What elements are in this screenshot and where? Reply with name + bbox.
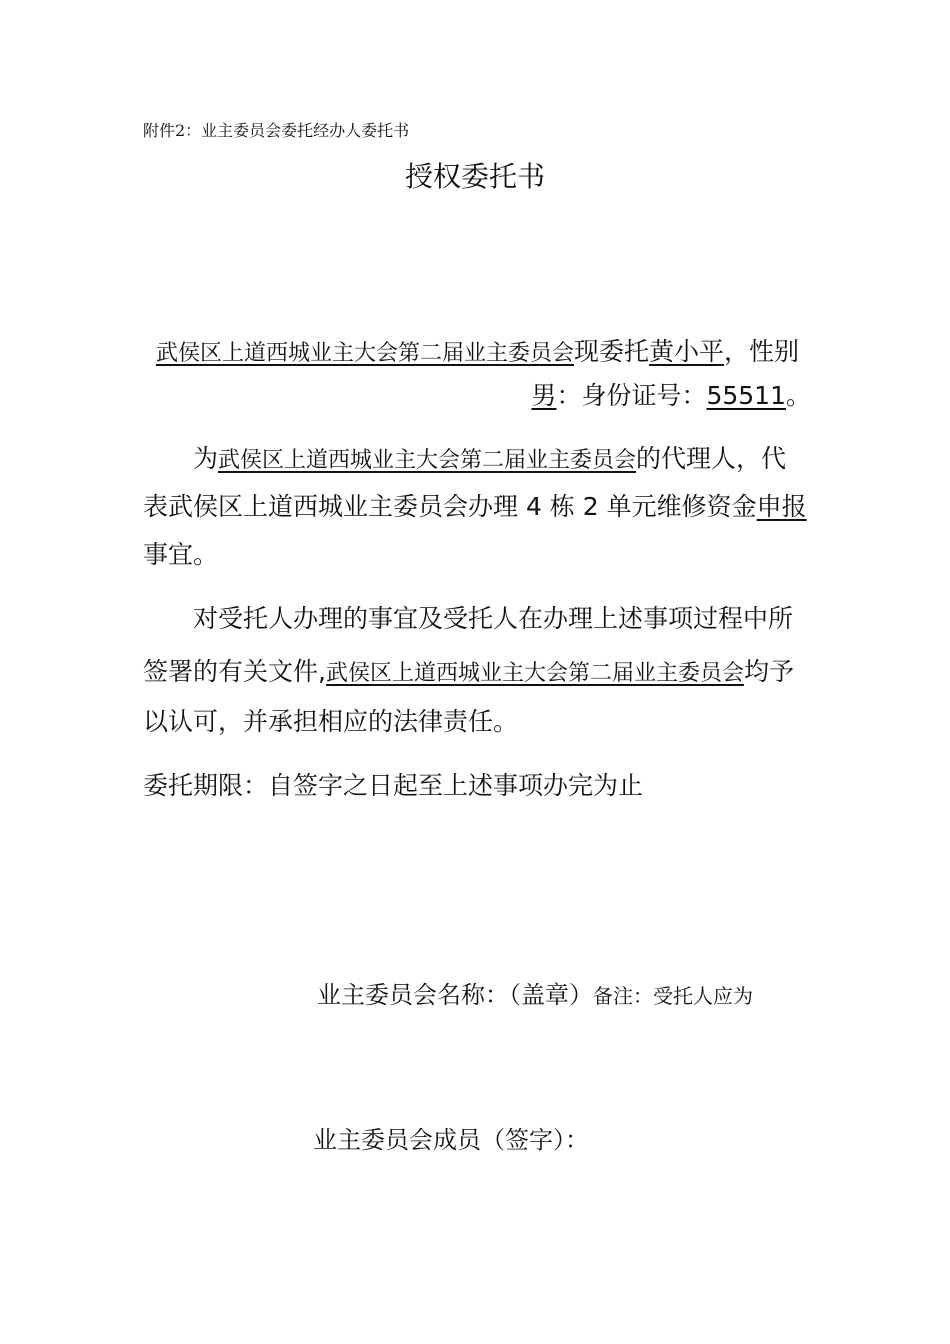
paragraph-1-line-1 (156, 336, 811, 370)
document-title: 授权委托书 (404, 160, 545, 193)
apply-underlined: 申报 (756, 492, 807, 521)
note-text: 备注：受托人应为 (593, 984, 753, 1008)
paragraph-3-text-1: 对受托人办理的事宜及受托人在办理上述事项过程中所 (193, 604, 794, 633)
paragraph-3-line-3 (143, 706, 811, 738)
committee-name-3: 武侯区上道西城业主大会第二届业主委员会 (325, 661, 744, 686)
gender-value: 男 (531, 381, 557, 410)
members-signature-label: 业主委员会成员（签字）： (313, 1126, 589, 1154)
paragraph-2-end: 事宜。 (143, 540, 219, 569)
paragraph-2-text: 表武侯区上道西城业主委员会办理 4 栋 2 单元维修资金 (143, 492, 757, 521)
paragraph-2-line-3 (143, 539, 811, 571)
paragraph-2-line-1 (143, 443, 811, 477)
paragraph-1-end: 。 (785, 381, 811, 410)
term-line (143, 770, 811, 802)
agent-name: 黄小平 (649, 337, 725, 366)
paragraph-3-text-3: 以认可，并承担相应的法律责任。 (143, 707, 519, 736)
gender-label: ，性别 (724, 337, 800, 366)
paragraph-2-suffix: 的代理人，代 (636, 444, 787, 473)
committee-seal-line (317, 975, 753, 1010)
paragraph-2-line-2 (143, 491, 811, 523)
paragraph-2-prefix: 为 (193, 444, 219, 473)
id-number: 55511 (706, 381, 786, 410)
committee-name: 武侯区上道西城业主大会第二届业主委员会 (156, 341, 575, 366)
paragraph-3-line-2 (143, 656, 811, 690)
id-label: ：身份证号： (556, 381, 707, 410)
term-text: 委托期限：自签字之日起至上述事项办完为止 (143, 771, 644, 800)
members-signature-line (313, 1120, 589, 1155)
entrust-text: 现委托 (574, 337, 650, 366)
attachment-label: 附件2：业主委员会委托经办人委托书 (143, 121, 410, 140)
paragraph-3-prefix: 签署的有关文件, (143, 657, 326, 686)
paragraph-3-line-1 (143, 603, 811, 635)
committee-seal-label: 业主委员会名称：（盖章） (317, 981, 593, 1009)
paragraph-3-suffix: 均予 (743, 657, 794, 686)
committee-name-2: 武侯区上道西城业主大会第二届业主委员会 (218, 448, 637, 473)
paragraph-1-line-2 (143, 380, 811, 412)
